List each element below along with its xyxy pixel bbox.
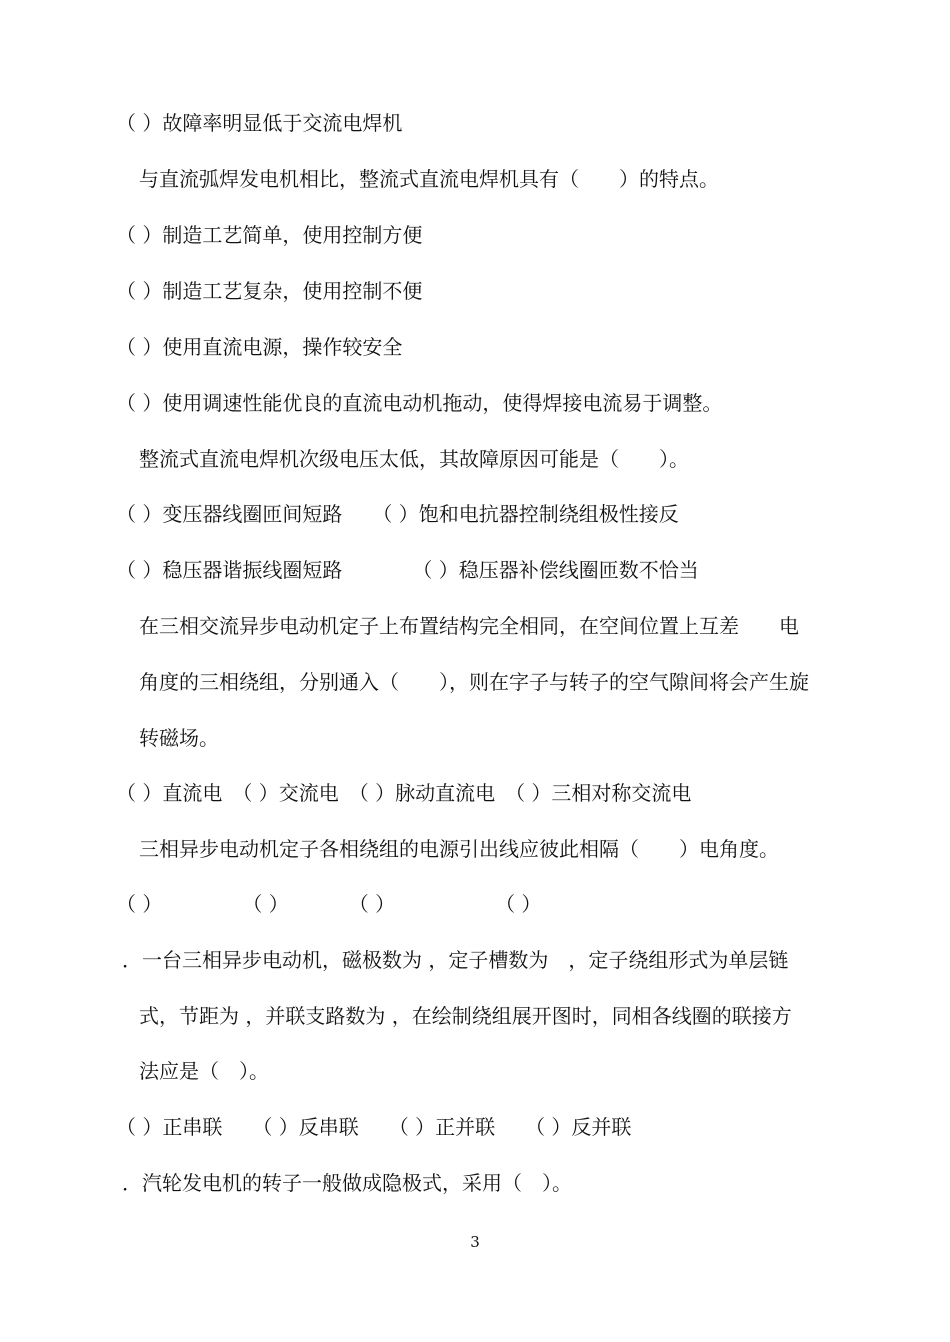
question-line: 法应是（ ）。 [139, 1059, 269, 1083]
question-line: 三相异步电动机定子各相绕组的电源引出线应彼此相隔（ ）电角度。 [139, 837, 779, 861]
question-line: 与直流弧焊发电机相比，整流式直流电焊机具有（ ）的特点。 [139, 167, 719, 191]
question-line: 式，节距为 ，并联支路数为 ，在绘制绕组展开图时，同相各线圈的联接方 [139, 1004, 792, 1028]
page-number: 3 [470, 1233, 480, 1251]
option-line: （ ） （ ） （ ） （ ） [116, 892, 542, 916]
question-line: 角度的三相绕组，分别通入（ ），则在字子与转子的空气隙间将会产生旋 [139, 670, 809, 694]
option-line: （ ）稳压器谐振线圈短路 （ ）稳压器补偿线圈匝数不恰当 [116, 558, 699, 582]
option-line: （ ）制造工艺简单，使用控制方便 [116, 223, 423, 247]
option-line: （ ）使用调速性能优良的直流电动机拖动，使得焊接电流易于调整。 [116, 391, 723, 415]
option-line: （ ）使用直流电源，操作较安全 [116, 335, 403, 359]
option-line: （ ）直流电 （ ）交流电 （ ）脉动直流电 （ ）三相对称交流电 [116, 781, 692, 805]
question-line: 在三相交流异步电动机定子上布置结构完全相同，在空间位置上互差 电 [139, 614, 799, 638]
text-line: （ ）故障率明显低于交流电焊机 [116, 111, 403, 135]
question-line: ．汽轮发电机的转子一般做成隐极式，采用（ ）。 [122, 1171, 572, 1195]
question-line: 转磁场。 [139, 726, 219, 750]
option-line: （ ）变压器线圈匝间短路 （ ）饱和电抗器控制绕组极性接反 [116, 502, 679, 526]
question-line: ．一台三相异步电动机，磁极数为 ，定子槽数为 ，定子绕组形式为单层链 [122, 948, 789, 972]
option-line: （ ）制造工艺复杂，使用控制不便 [116, 279, 423, 303]
question-line: 整流式直流电焊机次级电压太低，其故障原因可能是（ ）。 [139, 447, 689, 471]
option-line: （ ）正串联 （ ）反串联 （ ）正并联 （ ）反并联 [116, 1115, 632, 1139]
